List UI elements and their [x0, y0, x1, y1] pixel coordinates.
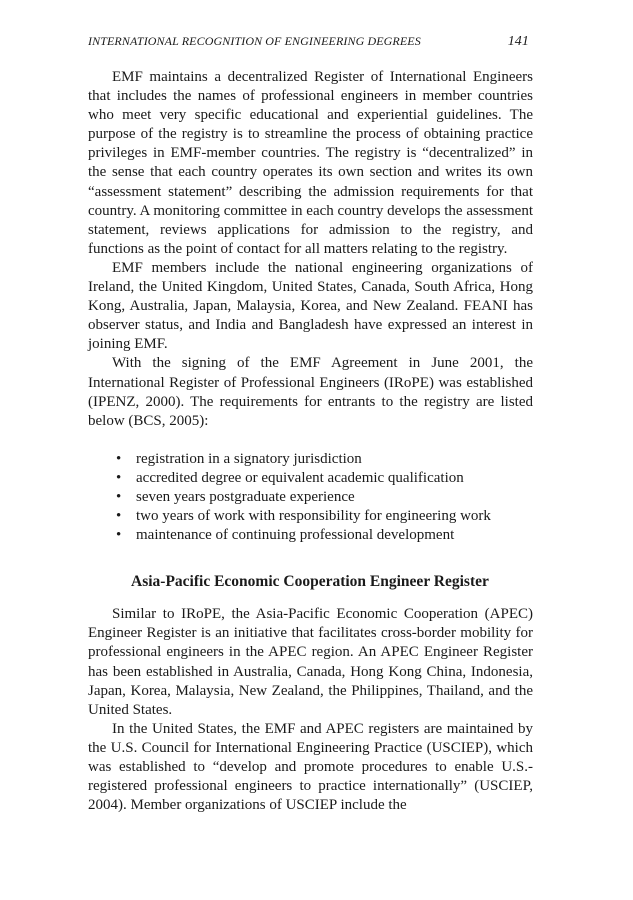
bullet-marker: •: [116, 450, 122, 467]
list-item: • registration in a signatory jurisdiction: [88, 450, 533, 469]
list-item: • maintenance of continuing professional development: [88, 526, 533, 545]
requirements-list: [88, 450, 533, 545]
bullet-marker: •: [116, 527, 122, 544]
paragraph-usciep: In the United States, the EMF and APEC registers are maintained by the U.S. Council for International Engineering Practice (USCIEP), which was established to “develop and promote procedures to enable U.S.-registered professional engineers to practice internationally” (USCIEP, 2004). Member organizations of USCIEP include the: [88, 720, 533, 814]
paragraph-apec-register: Similar to IRoPE, the Asia-Pacific Economic Cooperation (APEC) Engineer Register is an initiative that facilitates cross-border mobility for professional engineers in the APEC region. An APEC Engineer Register has been established in Australia, Canada, Hong Kong China, Indonesia, Japan, Korea, Malaysia, New Zealand, the Philippines, Thailand, and the United States.: [88, 606, 533, 718]
page-number: 141: [507, 34, 529, 49]
bullet-marker: •: [116, 488, 122, 505]
running-head-title: INTERNATIONAL RECOGNITION OF ENGINEERING DEGREES: [88, 34, 421, 48]
section-heading: Asia-Pacific Economic Cooperation Engineer Register: [131, 573, 489, 591]
paragraph-emf-register: EMF maintains a decentralized Register of International Engineers that includes the names of professional engineers in member countries who meet very specific educational and experiential guidelines. The purpose of the registry is to streamline the process of obtaining practice privileges in EMF-member countries. The registry is “decentralized” in the sense that each country operates its own section and writes its own “assessment statement” describing the admission requirements for that country. A monitoring committee in each country develops the assessment statement, reviews applications for admission to the registry, and functions as the point of contact for all matters relating to the registry.: [88, 69, 533, 257]
list-item: • two years of work with responsibility for engineering work: [88, 507, 533, 526]
paragraph-emf-members: EMF members include the national engineering organizations of Ireland, the United Kingdom, United States, Canada, South Africa, Hong Kong, Australia, Japan, Malaysia, Korea, and New Zealand. FEANI has observer status, and India and Bangladesh have expressed an interest in joining EMF.: [88, 259, 533, 353]
list-item: • accredited degree or equivalent academic qualification: [88, 469, 533, 488]
paragraph-irope: With the signing of the EMF Agreement in June 2001, the International Register of Professional Engineers (IRoPE) was established (IPENZ, 2000). The requirements for entrants to the registry are listed below (BCS, 2005):: [88, 355, 533, 429]
book-page: [88, 34, 533, 815]
bullet-marker: •: [116, 508, 122, 525]
bullet-marker: •: [116, 469, 122, 486]
list-item: • seven years postgraduate experience: [88, 488, 533, 507]
running-head: [88, 34, 533, 50]
